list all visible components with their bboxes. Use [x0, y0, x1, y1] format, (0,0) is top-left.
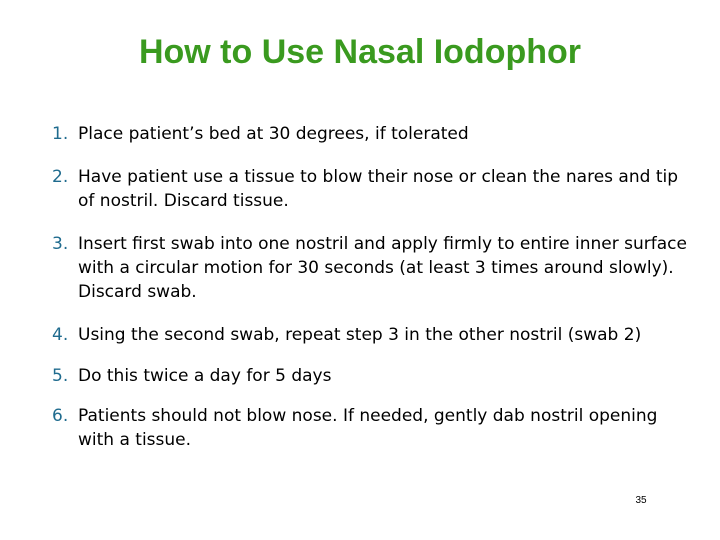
step-text: Patients should not blow nose. If needed, gently dab nostril opening with a tissue. — [78, 406, 658, 450]
instruction-list — [52, 122, 692, 452]
step-number: 3. — [52, 234, 69, 254]
list-item — [52, 232, 692, 304]
list-item — [52, 122, 692, 146]
step-number: 4. — [52, 325, 69, 345]
list-item — [52, 364, 692, 388]
step-text: Using the second swab, repeat step 3 in the other nostril (swab 2) — [78, 325, 642, 345]
step-text: Place patient’s bed at 30 degrees, if tolerated — [78, 124, 469, 144]
list-item — [52, 404, 692, 452]
step-text: Do this twice a day for 5 days — [78, 366, 332, 386]
step-number: 1. — [52, 124, 69, 144]
step-number: 6. — [52, 406, 69, 426]
step-text: Insert first swab into one nostril and apply firmly to entire inner surface with a circular motion for 30 seconds (at least 3 times around slowly). Discard swab. — [78, 234, 687, 302]
page-number: 35 — [635, 495, 647, 506]
step-number: 5. — [52, 366, 69, 386]
list-item — [52, 323, 692, 347]
step-number: 2. — [52, 167, 69, 187]
list-item — [52, 165, 692, 213]
step-text: Have patient use a tissue to blow their nose or clean the nares and tip of nostril. Discard tissue. — [78, 167, 678, 211]
slide-title: How to Use Nasal Iodophor — [138, 33, 582, 71]
